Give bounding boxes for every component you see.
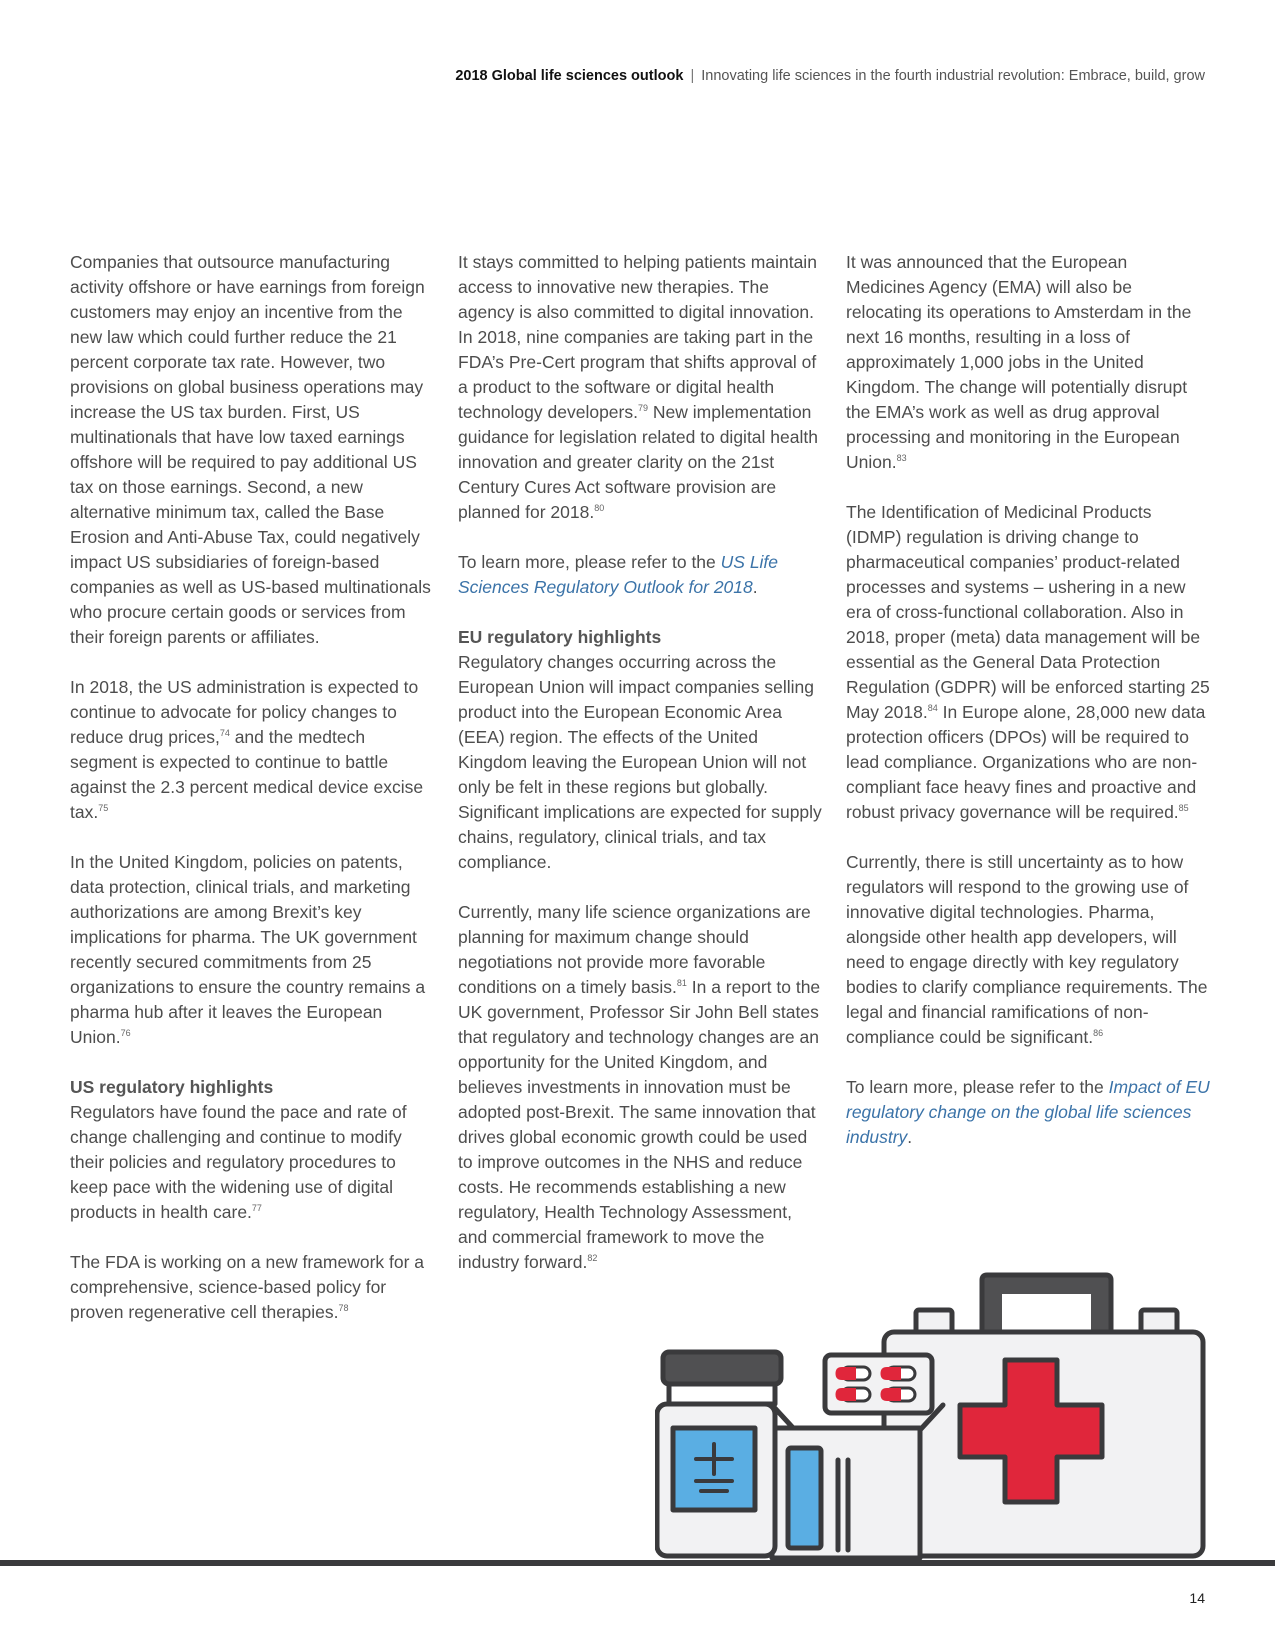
footnote-ref: 76 (120, 1028, 131, 1039)
footnote-ref: 82 (587, 1253, 598, 1264)
link-eu-regulatory-impact[interactable]: Impact of EU regulatory change on the global life sciences industry (846, 1077, 1210, 1147)
paragraph-text: Currently, there is still uncertainty as to how regulators will respond to the growing use of innovative digital technologies. Pharma, alongside other health app developers, will need to engage directly with key regulatory bodies to clarify compliance requirements. The legal and financial ramifications of non-compliance could be significant. (846, 852, 1208, 1047)
paragraph-text: In Europe alone, 28,000 new data protection officers (DPOs) will be required to lead compliance. Organizations who are non-compliant face heavy fines and proactive and robust privacy governance will be required. (846, 702, 1206, 822)
link-us-regulatory-outlook[interactable]: US Life Sciences Regulatory Outlook for 2018 (458, 552, 779, 597)
paragraph-text: The Identification of Medicinal Products (IDMP) regulation is driving change to pharmaceutical companies’ product-related processes and systems – ushering in a new era of cross-functional collaboration. Also in 2018, proper (meta) data management will be essential as the General Data Protection Regulation (GDPR) will be enforced starting 25 May 2018. (846, 502, 1210, 722)
footnote-ref: 77 (251, 1203, 262, 1214)
footnote-ref: 84 (927, 703, 938, 714)
paragraph-learn-more-eu (846, 1075, 1210, 1150)
pill-box-icon (772, 1355, 943, 1558)
paragraph-text: and the medtech segment is expected to continue to battle against the 2.3 percent medical device excise tax. (70, 727, 424, 822)
paragraph-text: It stays committed to helping patients maintain access to innovative new therapies. The agency is also committed to digital innovation. In 2018, nine companies are taking part in the FDA’s Pre-Cert program that shifts approval of a product to the software or digital health technology developers. (458, 252, 817, 422)
paragraph-eu-changes (458, 650, 822, 875)
paragraph-text: In 2018, the US administration is expected to continue to advocate for policy changes to reduce drug prices, (70, 677, 419, 747)
paragraph-text: Currently, many life science organizations are planning for maximum change should negotiations not provide more favorable conditions on a timely basis. (458, 902, 811, 997)
paragraph-regulators-pace (70, 1100, 434, 1225)
paragraph-idmp-gdpr (846, 500, 1210, 825)
paragraph-maximum-change (458, 900, 822, 1275)
footnote-ref: 78 (338, 1303, 349, 1314)
paragraph-fda-framework (70, 1250, 434, 1325)
footnote-ref: 85 (1178, 803, 1189, 814)
paragraph-ema-relocation (846, 250, 1210, 475)
paragraph-text: It was announced that the European Medicines Agency (EMA) will also be relocating its operations to Amsterdam in the next 16 months, resulting in a loss of approximately 1,000 jobs in the United Kingdom. The change will potentially disrupt the EMA’s work as well as drug approval processing and monitoring in the European Union. (846, 252, 1192, 472)
footnote-ref: 80 (594, 503, 605, 514)
footnote-ref: 74 (219, 728, 230, 739)
footer-rule (0, 1560, 1275, 1566)
paragraph-text: New implementation guidance for legislation related to digital health innovation and greater clarity on the 21st Century Cures Act software provision are planned for 2018. (458, 402, 818, 522)
paragraph-brexit-pharma (70, 850, 434, 1050)
footnote-ref: 81 (676, 978, 687, 989)
medical-supplies-illustration (655, 1260, 1215, 1565)
paragraph-text: To learn more, please refer to the (846, 1077, 1109, 1097)
paragraph-text: In a report to the UK government, Professor Sir John Bell states that regulatory and technology changes are an opportunity for the United Kingdom, and believes investments in innovation must be adopted post-Brexit. The same innovation that drives global economic growth could be used to improve outcomes in the NHS and reduce costs. He recommends establishing a new regulatory, Health Technology Assessment, and commercial framework to move the industry forward. (458, 977, 821, 1272)
paragraph-text: In the United Kingdom, policies on patents, data protection, clinical trials, and marketing authorizations are among Brexit’s key implications for pharma. The UK government recently secured commitments from 25 organizations to ensure the country remains a pharma hub after it leaves the European Union. (70, 852, 426, 1047)
report-subtitle: Innovating life sciences in the fourth industrial revolution: Embrace, build, grow (701, 68, 1205, 84)
paragraph-text: . (907, 1127, 913, 1147)
report-title: 2018 Global life sciences outlook (455, 68, 684, 84)
page-number: 14 (1189, 1590, 1205, 1606)
heading-us-regulatory: US regulatory highlights (70, 1077, 274, 1097)
paragraph-text: The FDA is working on a new framework for a comprehensive, science-based policy for proven regenerative cell therapies. (70, 1252, 425, 1322)
text-column-3 (846, 250, 1210, 1175)
footnote-ref: 75 (98, 803, 109, 814)
paragraph-text: Regulators have found the pace and rate of change challenging and continue to modify their policies and regulatory procedures to keep pace with the widening use of digital products in health care. (70, 1102, 407, 1222)
paragraph-text: Regulatory changes occurring across the European Union will impact companies selling product into the European Economic Area (EEA) region. The effects of the United Kingdom leaving the European Union will not only be felt in these regions but globally. Significant implications are expected for supply chains, regulatory, clinical trials, and tax compliance. (458, 652, 822, 872)
header-separator: | (690, 68, 695, 84)
paragraph-uncertainty (846, 850, 1210, 1050)
paragraph-learn-more-us (458, 550, 822, 600)
medicine-jar-icon (657, 1352, 781, 1556)
paragraph-text: Companies that outsource manufacturing activity offshore or have earnings from foreign customers may enjoy an incentive from the new law which could further reduce the 21 percent corporate tax rate. However, two provisions on global business operations may increase the US tax burden. First, US multinationals that have low taxed earnings offshore will be required to pay additional US tax on those earnings. Second, a new alternative minimum tax, called the Base Erosion and Anti-Abuse Tax, could negatively impact US subsidiaries of foreign-based companies as well as US-based multinationals who procure certain goods or services from their foreign parents or affiliates. (70, 252, 431, 647)
heading-eu-regulatory: EU regulatory highlights (458, 627, 662, 647)
text-column-2 (458, 250, 822, 1300)
paragraph-text: To learn more, please refer to the (458, 552, 721, 572)
footnote-ref: 83 (896, 453, 907, 464)
footnote-ref: 79 (637, 403, 648, 414)
paragraph-fda-digital (458, 250, 822, 525)
footnote-ref: 86 (1093, 1028, 1104, 1039)
paragraph-offshore-tax (70, 250, 434, 650)
text-column-1 (70, 250, 434, 1350)
running-header (455, 68, 1205, 84)
paragraph-drug-prices (70, 675, 434, 825)
paragraph-text: . (752, 577, 758, 597)
